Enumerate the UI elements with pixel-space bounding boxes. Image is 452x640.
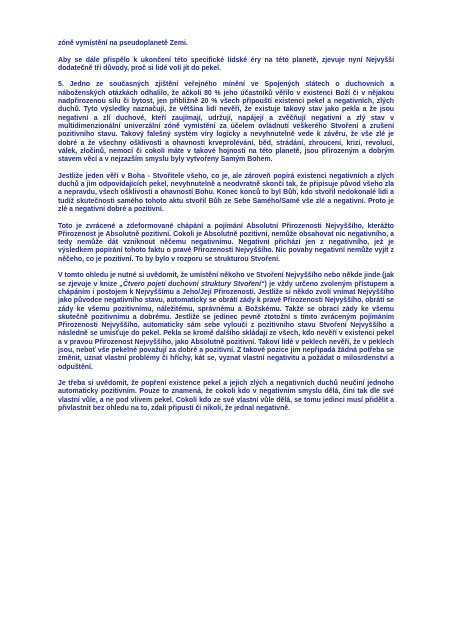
text-run: 5. Jedno ze současných zjištění veřejného mínění ve Spojených státech o duchovních a náboženských otázkách odhalilo, že ačkoli 80 % jeho účastníků věřilo v existenci Boží či v nějakou nadpřirozenou sílu či bytost, jen přibližně 20 % všech připouští existenci pekel a negativních, zlých duchů. Tyto výsledky naznačují, že většina lidí nevěří, že existuje takový stav jako pekla a že jsou negativní a zlí duchové, kteří zaujímají, udržují, napájejí a zvěčňují negativní a zlý stav v multidimenzionální univerzální zóně vymístění za účelem ovládnutí veškerého Stvoření a zrušení pozitivního stavu. Takový falešný systém víry logicky a nevyhnutelně vede k závěru, že vše zlé je dobré a že všechny ošklivosti a ohavnosti krveprolévání, běd, strádání, zhroucení, krizí, revolucí, válek, zločinů, nemocí či cokoli máte v takové hojnosti na této planetě, jsou přirozeným a dobrým stavem věcí a v nejzazším smyslu byly vytvořeny Samým Bohem. <box>58 81 394 164</box>
text-run: Je třeba si uvědomit, že popření existence pekel a jejich zlých a negativních duchů neučiní jednoho automaticky pozitivním. Pouze to znamená, že cokoli kdo v negativním smyslu dělá, činí tak dle své vlastní vůle, a ne pod vlivem pekel. Cokoli kdo ze své vlastní vůle dělá, se tomu jedinci musí přidělit a přivlastnit bez ohledu na to, zdali připustí či nikoli, že jednal negativně. <box>58 380 394 413</box>
text-run: V tomto ohledu je nutné si uvědomit, že umístění někoho ve Stvoření Nejvyššího nebo někde jinde (jak se zjevuje v knize <box>58 272 394 288</box>
paragraph-belief-in-god <box>58 173 394 214</box>
book-title-italic: „Čtvero pojetí duchovní struktury Stvoření“ <box>119 280 265 288</box>
paragraph-perverted-understanding <box>58 223 394 264</box>
text-run: Jestliže jeden věří v Boha - Stvořitele všeho, co je, ale zároveň popírá existenci negativních a zlých duchů a jim odpovídajících pekel, nevyhnutelně a neodvratně skončí tak, že připisuje původ všeho zla a nepravdu, všech ošklivostí a ohavností Bohu. Konec konců to byl Bůh, kdo stvořil nedokonalé lidi a tudíž skutečnosti samého tohoto aktu stvořil Bůh ze Sebe Samého/Samé vše zlé a negativní. Proto je zlé a negativní dobré a pozitivní. <box>58 172 394 213</box>
paragraph-point-5 <box>58 81 394 164</box>
text-run: ) je vždy určeno zvoleným přístupem a chápáním i postojem k Nejvyššímu a Jeho/Její Přirozenosti. Jestliže si někdo zvolí vnímat Nejvyššího jako původce negativního stavu, automaticky se obrátí zády k pravé Přirozenosti Nejvyššího, obrátí se zády ke všemu pozitivnímu, náležitému, správnému a Božskému. Takže se obrací zády ke všemu skutečně pozitivnímu a dobrému. Jestliže se jedinec pevně ztotožní s tímto zvráceným pojímáním Přirozenosti Nejvyššího, automaticky sám sebe vyloučí z pozitivního stavu Stvoření Nejvyššího a následně se umísťuje do pekel. Pekla se kromě dalšího skládají ze všech, kdo nevěří v existenci pekel a v pravou Přirozenost Nejvyššího, jako Absolutně pozitivní. Takoví lidé v peklech nevěří, že v peklech jsou, neboť vše pekelné považují za dobré a pozitivní. Z takové pozice jim nepřipadá žádná potřeba se změnit, uznat vlastní problémy či hříchy, kát se, vyznat vlastní negativitu a požádat o milosrdenství a odpuštění. <box>58 280 394 371</box>
paragraph-placement-in-creation <box>58 272 394 372</box>
text-run: zóně vymístění na pseudoplanetě Zemi. <box>58 40 188 47</box>
paragraph-intro <box>58 57 394 74</box>
document-page <box>58 40 394 422</box>
paragraph-continuation <box>58 40 394 48</box>
text-run: Toto je zvrácené a zdeformované chápání a pojímání Absolutní Přirozenosti Nejvyššího, kterážto Přirozenost je Absolutně pozitivní. Cokoli je Absolutně pozitivní, nemůže obsahovat nic negativního, a tedy nemůže dát vzniknout něčemu negativnímu. Negativní přichází jen z negativního, jež je výsledkem popírání tohoto faktu o pravé Přirozenosti Nejvyššího. Nic povahy negativní nemůže vyjít z něčeho, co je pozitivní. To by bylo v rozporu se strukturou Stvoření. <box>58 222 394 263</box>
text-run: Aby se dále přispělo k ukončení této specifické lidské éry na této planetě, zjevuje nyní Nejvyšší dodatečně tři důvody, proč si lidé volí jít do pekel. <box>58 56 394 72</box>
paragraph-denial-of-hells <box>58 380 394 413</box>
